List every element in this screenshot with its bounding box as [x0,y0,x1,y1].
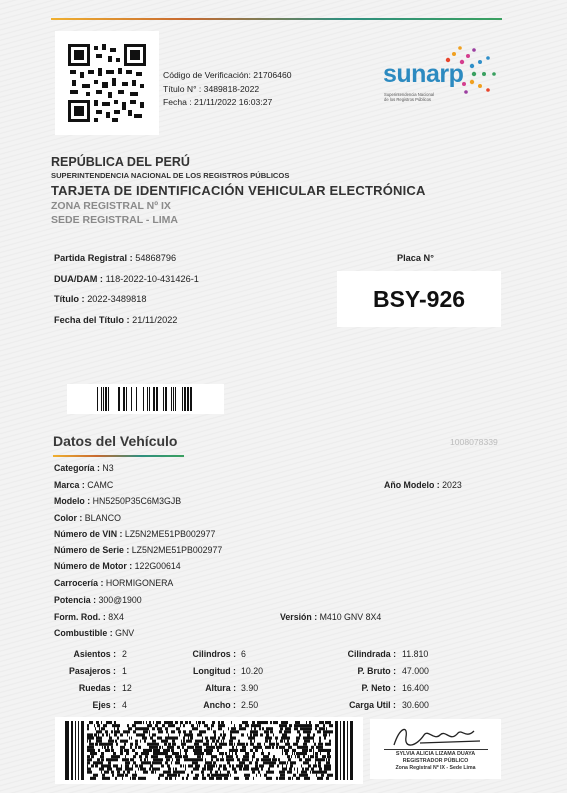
field-categoria [54,463,114,473]
spec-label-altura: Altura : [205,683,236,693]
placa-box [337,271,501,327]
titulo-label: Título : [54,294,85,304]
qr-code-icon [68,44,146,122]
verification-code: Código de Verificación: 21706460 [163,70,292,80]
spec-label-cilindrada: Cilindrada : [347,649,396,659]
dua-row [54,274,199,284]
header-office: SEDE REGISTRAL - LIMA [51,214,178,226]
verification-info [163,69,292,110]
logo-subtitle-line2: de los Registros Públicos [384,97,432,102]
spec-label-p-bruto: P. Bruto : [357,666,396,676]
spec-label-asientos: Asientos : [73,649,116,659]
document-title: TARJETA DE IDENTIFICACIÓN VEHICULAR ELECTRÓNICA [51,183,426,198]
field-label: Combustible : [54,628,113,638]
field-motor [54,561,181,571]
spec-label-pasajeros: Pasajeros : [69,666,116,676]
spec-value-pasajeros: 1 [122,666,127,676]
spec-value-longitud: 10.20 [241,666,264,676]
barcode-small [67,384,224,414]
field-anio-modelo [384,480,462,490]
field-label: Potencia : [54,595,97,605]
logo-subtitle [384,92,434,102]
spec-value-asientos: 2 [122,649,127,659]
field-value: 300@1900 [98,595,142,605]
header-country: REPÚBLICA DEL PERÚ [51,155,190,169]
partida-value: 54868796 [135,253,177,263]
signature-block [370,719,501,779]
field-label: Color : [54,513,83,523]
spec-label-ruedas: Ruedas : [78,683,116,693]
field-value: GNV [115,628,135,638]
titulo-row [54,294,146,304]
field-label: Número de VIN : [54,529,123,539]
placa-number: BSY-926 [372,285,466,312]
field-value: HORMIGONERA [105,578,174,588]
pdf417-barcode [55,717,363,784]
field-form-rod [54,612,124,622]
field-label: Número de Motor : [54,561,133,571]
logo-subtitle-line1: Superintendencia Nacional [384,92,435,97]
spec-label-cilindros: Cilindros : [192,649,236,659]
top-accent-line [51,18,502,20]
spec-label-carga-util: Carga Util : [349,700,396,710]
field-value: 122G00614 [134,561,181,571]
field-value: BLANCO [84,513,121,523]
verification-title-number: Título N° : 3489818-2022 [163,83,260,94]
fecha-row [54,315,177,325]
spec-value-ancho: 2.50 [241,700,259,710]
signer-role: REGISTRADOR PÚBLICO [402,758,469,764]
logo-wordmark: sunarp [383,60,464,88]
qr-code [55,31,159,135]
spec-value-p-neto: 16.400 [402,683,429,693]
field-version [280,612,381,622]
spec-value-cilindros: 6 [241,649,246,659]
serial-number: 1008078339 [450,437,498,447]
placa-label: Placa N° [397,253,434,263]
verification-date: Fecha : 21/11/2022 16:03:27 [163,97,273,107]
field-vin [54,529,215,539]
spec-label-ejes: Ejes : [92,700,116,710]
spec-label-ancho: Ancho : [203,700,236,710]
barcode-icon [97,387,197,411]
partida-row [54,253,176,263]
field-label: Modelo : [54,496,91,506]
field-potencia [54,595,142,605]
field-marca [54,480,113,490]
header-zone: ZONA REGISTRAL Nº IX [51,200,171,212]
section-underline [53,455,184,457]
signer-office: Zona Registral Nº IX - Sede Lima [395,765,476,771]
field-label: Marca : [54,480,85,490]
signer-name: SYLVIA ALICIA LIZAMA DUAYA [395,751,476,757]
field-label: Versión : [280,612,318,622]
fecha-label: Fecha del Título : [54,315,130,325]
spec-label-p-neto: P. Neto : [361,683,396,693]
field-value: CAMC [87,480,114,490]
spec-value-cilindrada: 11.810 [402,649,429,659]
field-label: Form. Rod. : [54,612,106,622]
field-value: M410 GNV 8X4 [319,612,382,622]
pdf417-barcode-icon [65,721,353,780]
field-modelo [54,496,181,506]
field-value: 8X4 [108,612,124,622]
field-value: N3 [102,463,114,473]
dua-label: DUA/DAM : [54,274,103,284]
signature-line [384,749,488,750]
fecha-value: 21/11/2022 [132,315,178,325]
spec-value-altura: 3.90 [241,683,259,693]
field-label: Categoría : [54,463,100,473]
field-label: Año Modelo : [384,480,440,490]
spec-label-longitud: Longitud : [193,666,236,676]
field-combustible [54,628,134,638]
field-value: HN5250P35C6M3GJB [92,496,182,506]
sunarp-logo [380,40,510,120]
field-value: LZ5N2ME51PB002977 [131,545,223,555]
field-carroceria [54,578,173,588]
spec-value-ejes: 4 [122,700,127,710]
field-value: LZ5N2ME51PB002977 [124,529,216,539]
section-title: Datos del Vehículo [53,433,178,449]
field-label: Carrocería : [54,578,104,588]
signature-icon [390,723,485,751]
field-value: 2023 [442,480,462,490]
partida-label: Partida Registral : [54,253,133,263]
dua-value: 118-2022-10-431426-1 [105,274,199,284]
field-label: Número de Serie : [54,545,130,555]
titulo-value: 2022-3489818 [87,294,147,304]
spec-value-carga-util: 30.600 [402,700,429,710]
spec-value-p-bruto: 47.000 [402,666,429,676]
header-agency: SUPERINTENDENCIA NACIONAL DE LOS REGISTROS PÚBLICOS [51,171,290,180]
field-color [54,513,121,523]
field-serie [54,545,222,555]
spec-value-ruedas: 12 [122,683,132,693]
